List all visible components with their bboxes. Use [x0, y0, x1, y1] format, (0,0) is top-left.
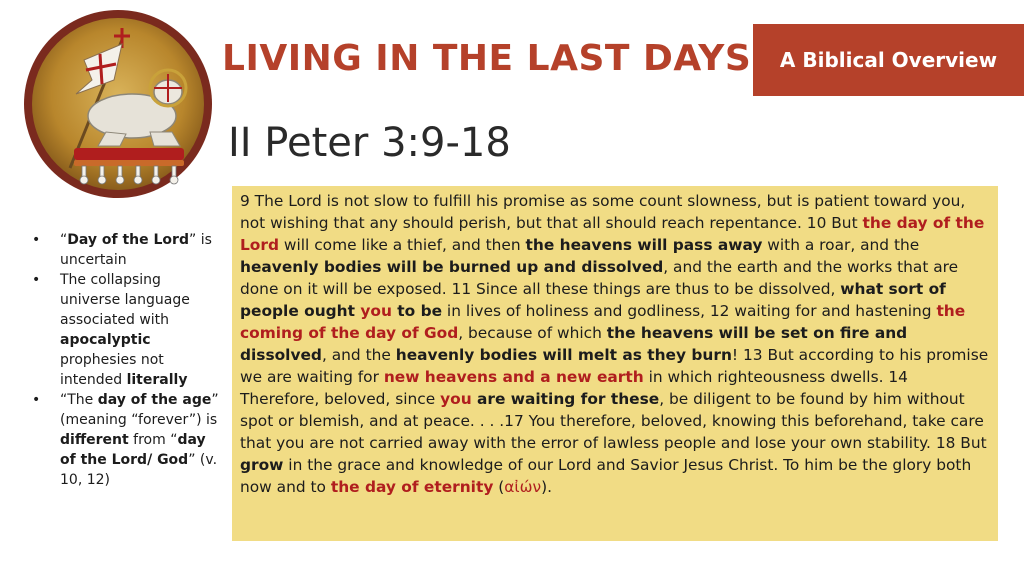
notes-list — [32, 230, 222, 490]
passage-emphasis: the heavens will pass away — [525, 236, 763, 254]
note-emphasis: Day of the Lord — [67, 232, 189, 248]
passage-text: will come like a thief, and then — [279, 236, 526, 254]
note-emphasis: day of the Lord/ God — [60, 432, 206, 468]
passage-emphasis: heavenly bodies will melt as they burn — [395, 346, 732, 364]
passage-text: ). — [541, 478, 553, 496]
passage-text: ( — [493, 478, 505, 496]
passage-emphasis: grow — [240, 456, 284, 474]
note-emphasis: day of the age — [97, 392, 212, 408]
note-item — [32, 270, 222, 390]
note-emphasis: literally — [126, 372, 188, 388]
passage-highlight: the day of the Lord — [240, 214, 985, 254]
passage-text: in the grace and knowledge of our Lord and Savior Jesus Christ. To him be the glory both now and to — [240, 456, 972, 496]
passage-emphasis: are waiting for these — [471, 390, 660, 408]
note-item — [32, 390, 222, 490]
note-text: ” (meaning “forever”) is — [60, 392, 219, 428]
note-text: The collapsing universe language associated with — [60, 272, 190, 328]
passage-emphasis: to be — [391, 302, 443, 320]
subtitle-badge: A Biblical Overview — [753, 24, 1024, 96]
passage-text: with a roar, and the — [762, 236, 920, 254]
lamb-of-god-mosaic-icon — [22, 8, 214, 200]
passage-text: , and the — [321, 346, 396, 364]
passage-text: in which righteousness dwells. 14 Therefore, beloved, since — [240, 368, 908, 408]
note-text: ” is uncertain — [60, 232, 212, 268]
passage-highlight: you — [360, 302, 392, 320]
greek-word: αἰών — [504, 478, 542, 496]
note-item — [32, 230, 222, 270]
passage-emphasis: the heavens will be set on fire and dissolved — [240, 324, 908, 364]
passage-text: , because of which — [458, 324, 607, 342]
passage-highlight: the coming of the day of God — [240, 302, 966, 342]
passage-highlight: the day of eternity — [330, 478, 494, 496]
passage-highlight: new heavens and a new earth — [383, 368, 644, 386]
note-text: prophesies not intended — [60, 352, 164, 388]
passage-emphasis: what sort of people ought — [240, 280, 946, 320]
note-text: “ — [60, 232, 68, 248]
passage-text: 9 The Lord is not slow to fulfill his promise as some count slowness, but is patient toward you, not wishing that any should perish, but that all should reach repentance. 10 But — [240, 192, 966, 232]
note-text: “The — [60, 392, 98, 408]
page-title: LIVING IN THE LAST DAYS — [222, 38, 752, 79]
bullet-icon: • — [32, 392, 41, 408]
passage-text: in lives of holiness and godliness, 12 waiting for and hastening — [442, 302, 937, 320]
note-emphasis: apocalyptic — [60, 332, 151, 348]
bullet-icon: • — [32, 232, 41, 248]
note-text: ” (v. 10, 12) — [60, 452, 218, 488]
scripture-reference: II Peter 3:9-18 — [228, 120, 511, 166]
passage-text: , be diligent to be found by him without spot or blemish, and at peace. . . .17 You therefore, beloved, knowing this beforehand, take care that you are not carried away with the error of lawless people and lose your own stability. 18 But — [240, 390, 987, 452]
note-text: from “ — [128, 432, 178, 448]
passage-highlight: you — [440, 390, 472, 408]
bullet-icon: • — [32, 272, 41, 288]
passage-text: , and the earth and the works that are done on it will be exposed. 11 Since all these things are thus to be dissolved, — [240, 258, 959, 298]
passage-text: ! 13 But according to his promise we are waiting for — [240, 346, 989, 386]
scripture-passage — [232, 186, 998, 541]
passage-emphasis: heavenly bodies will be burned up and dissolved — [240, 258, 664, 276]
note-emphasis: different — [60, 432, 129, 448]
